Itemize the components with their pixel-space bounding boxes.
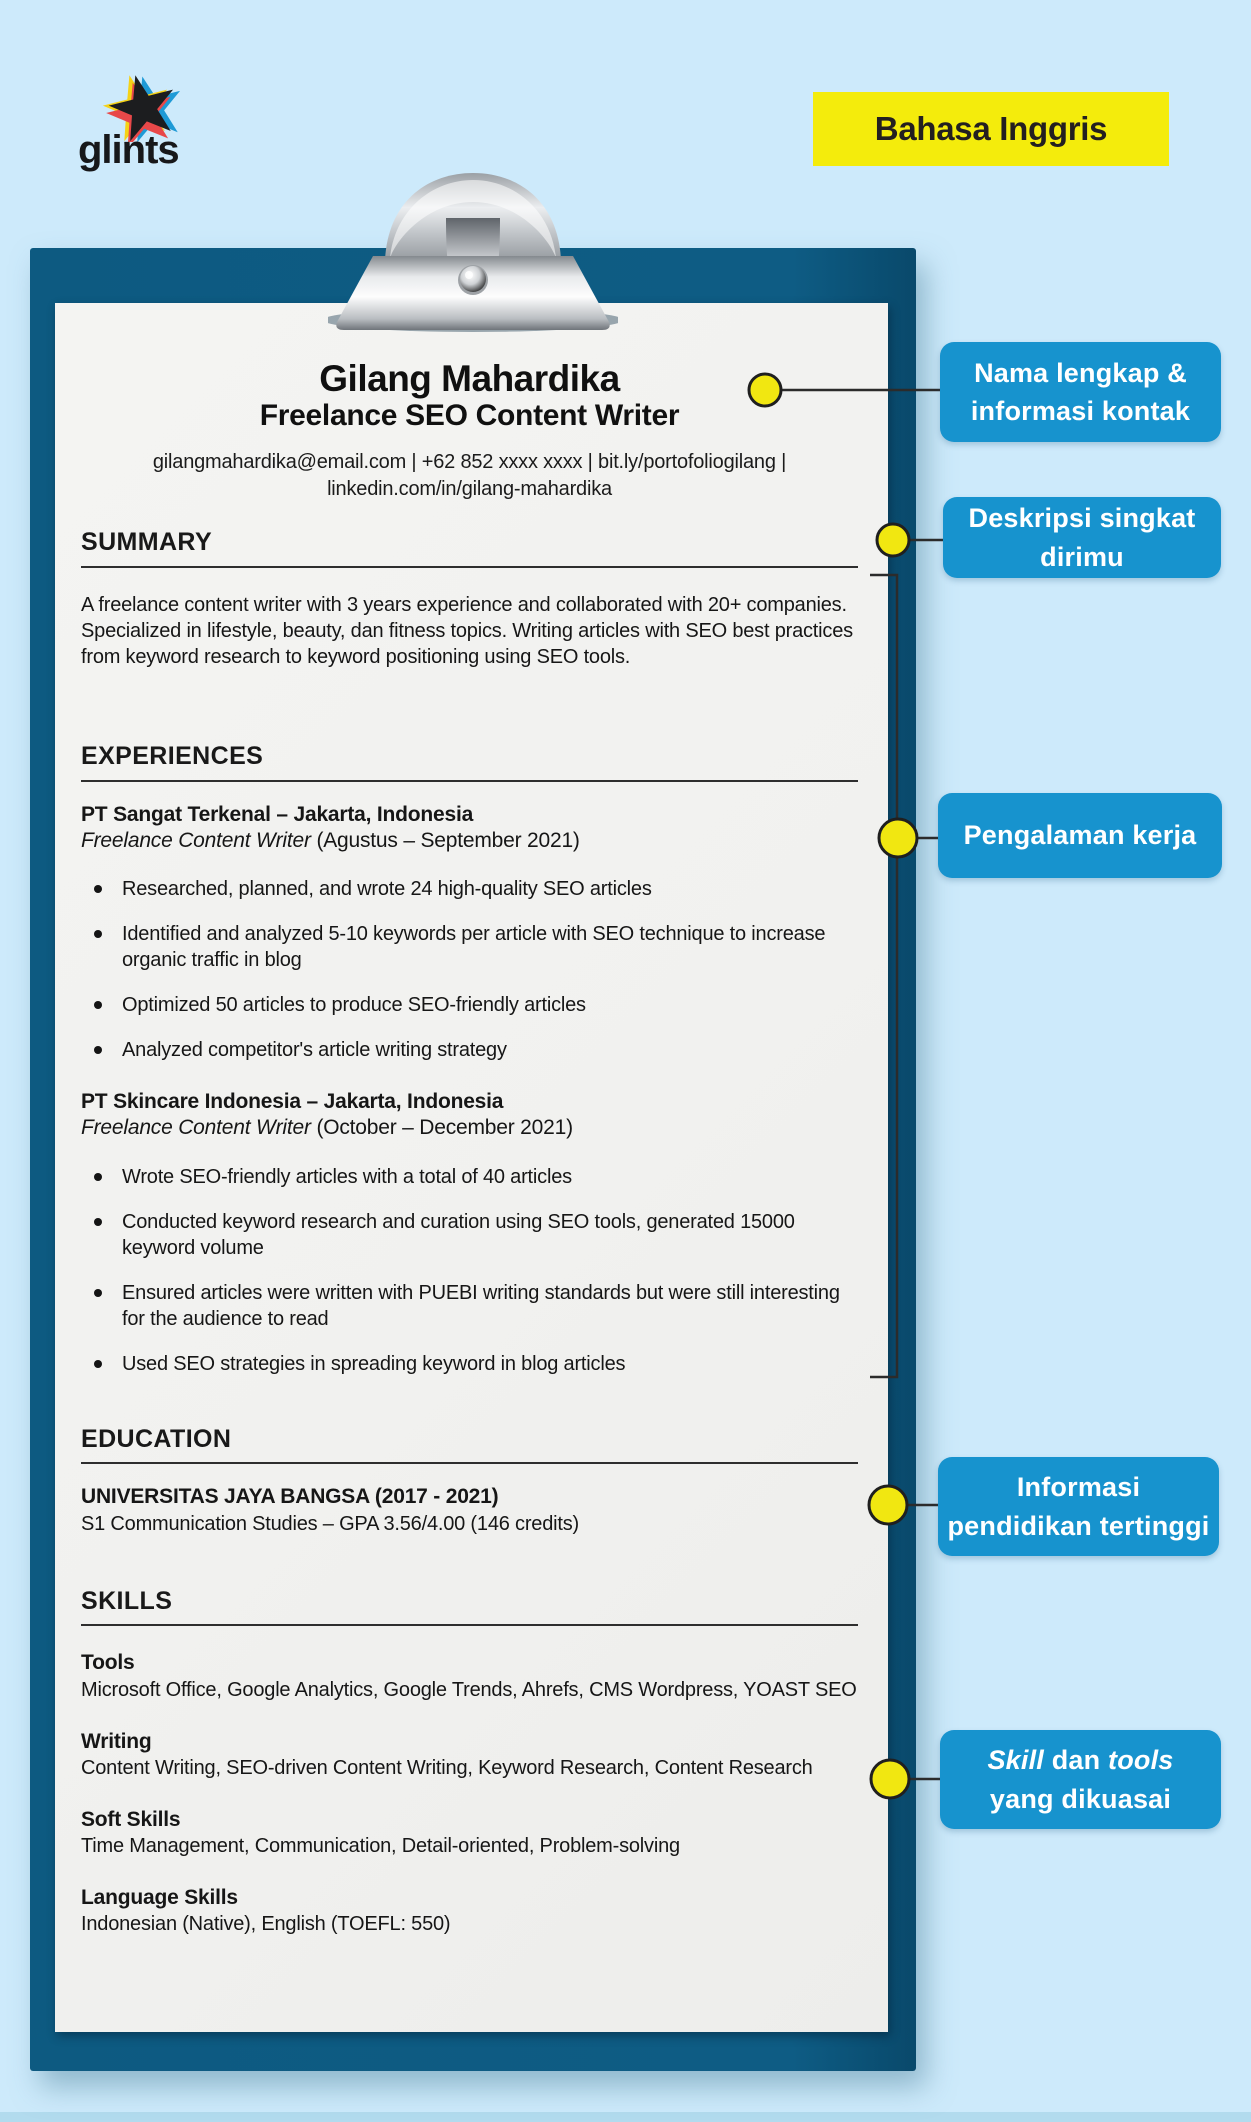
skill-group-items: Content Writing, SEO-driven Content Writing, Keyword Research, Content Research (81, 1756, 813, 1779)
summary-text: A freelance content writer with 3 years experience and collaborated with 20+ companies. Specialized in lifestyle, beauty, dan fitness topics. Writing articles with SEO best practices from keyword research to keyword positioning using SEO tools. (81, 593, 853, 668)
education-divider (81, 1462, 858, 1464)
skill-group-label: Writing (81, 1729, 152, 1753)
job-bullet: Optimized 50 articles to produce SEO-friendly articles (81, 992, 858, 1018)
skill-group-language-skills (81, 1885, 858, 1937)
background-bottom-strip (0, 2112, 1251, 2122)
callout-word-tools: tools (1108, 1745, 1174, 1776)
callout-line: Deskripsi singkat (968, 503, 1196, 534)
education-heading: EDUCATION (81, 1424, 232, 1453)
job-bullet: Ensured articles were written with PUEBI writing standards but were still interesting for the audience to read (81, 1280, 858, 1332)
job-bullet: Identified and analyzed 5-10 keywords per article with SEO technique to increase organic traffic in blog (81, 921, 858, 973)
skill-group-items: Time Management, Communication, Detail-oriented, Problem-solving (81, 1835, 680, 1858)
experience-entry (81, 1089, 858, 1377)
callout-line: Nama lengkap & (974, 357, 1187, 388)
job-company: PT Sangat Terkenal – Jakarta, Indonesia (81, 802, 474, 826)
callout-line (987, 1741, 1173, 1779)
callout-name-contact (940, 342, 1221, 442)
experience-entry (81, 802, 858, 1064)
skill-group-items: Microsoft Office, Google Analytics, Google Trends, Ahrefs, CMS Wordpress, YOAST SEO (81, 1678, 857, 1701)
job-bullet: Analyzed competitor's article writing strategy (81, 1037, 858, 1063)
callout-line: Pengalaman kerja (963, 820, 1197, 851)
contact-line-2: linkedin.com/in/gilang-mahardika (327, 477, 612, 500)
job-bullet-list (81, 1164, 858, 1377)
job-bullet-list (81, 876, 858, 1063)
job-company: PT Skincare Indonesia – Jakarta, Indonesia (81, 1090, 504, 1114)
callout-word-dan: dan (1044, 1745, 1109, 1776)
job-role-line (81, 828, 858, 854)
skill-group-label: Language Skills (81, 1886, 238, 1910)
skills-divider (81, 1624, 858, 1626)
job-period: (Agustus – September 2021) (316, 828, 580, 852)
glints-wordmark: glints (78, 128, 179, 172)
skill-group-label: Tools (81, 1651, 135, 1675)
job-bullet: Wrote SEO-friendly articles with a total of 40 articles (81, 1164, 858, 1190)
job-period: (October – December 2021) (316, 1116, 573, 1140)
job-role-line (81, 1115, 858, 1141)
callout-skills (940, 1730, 1221, 1829)
job-role: Freelance Content Writer (81, 1116, 311, 1140)
education-degree: S1 Communication Studies – GPA 3.56/4.00 (146 credits) (81, 1512, 579, 1535)
glints-logo (78, 70, 208, 170)
contact-info (81, 449, 858, 502)
skills-heading: SKILLS (81, 1586, 173, 1615)
job-bullet: Used SEO strategies in spreading keyword in blog articles (81, 1351, 858, 1377)
skill-group-tools (81, 1650, 858, 1702)
job-bullet: Conducted keyword research and curation using SEO tools, generated 15000 keyword volume (81, 1209, 858, 1261)
callout-line: informasi kontak (970, 396, 1191, 426)
callout-word-skill: Skill (987, 1745, 1044, 1776)
callout-summary (943, 497, 1221, 578)
resume-job-title: Freelance SEO Content Writer (259, 398, 680, 432)
education-school: UNIVERSITAS JAYA BANGSA (2017 - 2021) (81, 1485, 499, 1509)
skill-group-writing (81, 1729, 858, 1781)
language-badge: Bahasa Inggris (813, 92, 1169, 166)
callout-line: Informasi (1016, 1472, 1141, 1503)
summary-divider (81, 566, 858, 568)
callout-line: yang dikuasai (989, 1783, 1172, 1814)
skill-group-items: Indonesian (Native), English (TOEFL: 550) (81, 1913, 451, 1936)
contact-line-1: gilangmahardika@email.com | +62 852 xxxx xxxx | bit.ly/portofoliogilang | (152, 451, 787, 474)
callout-experience (938, 793, 1222, 878)
resume-name: Gilang Mahardika (319, 358, 620, 399)
experiences-heading: EXPERIENCES (81, 741, 264, 770)
job-bullet: Researched, planned, and wrote 24 high-quality SEO articles (81, 876, 858, 902)
skill-group-label: Soft Skills (81, 1807, 181, 1831)
summary-heading: SUMMARY (81, 528, 213, 557)
clipboard-clip (328, 168, 618, 333)
callout-line: pendidikan tertinggi (947, 1510, 1210, 1541)
experiences-divider (81, 780, 858, 782)
callout-education (938, 1457, 1219, 1556)
resume-paper (55, 303, 888, 2032)
callout-line: dirimu (1040, 541, 1124, 572)
job-role: Freelance Content Writer (81, 828, 311, 852)
skill-group-soft-skills (81, 1807, 858, 1859)
